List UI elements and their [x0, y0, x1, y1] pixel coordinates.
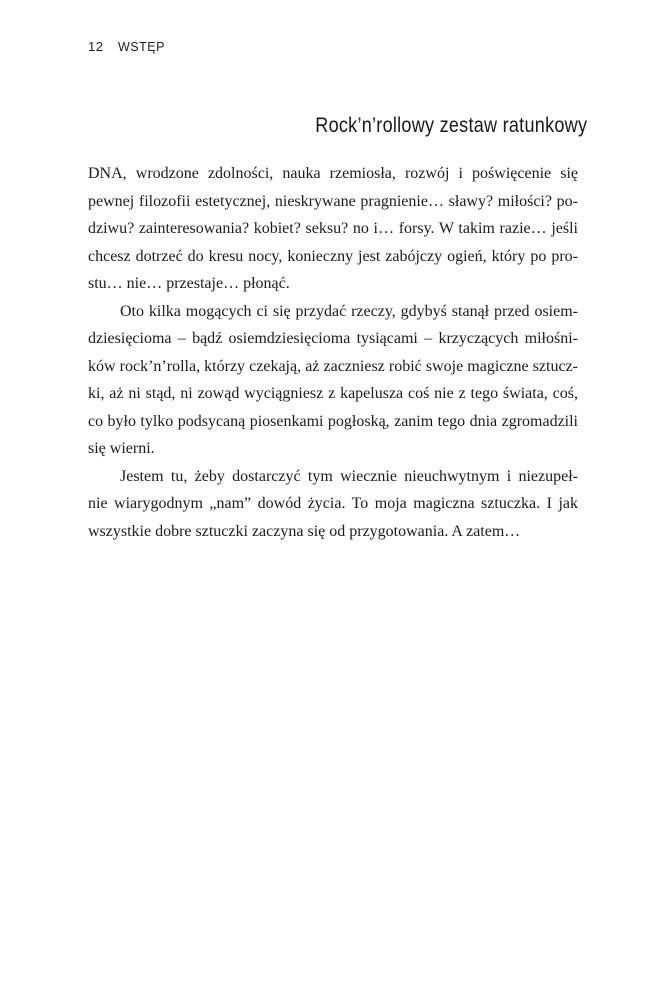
text-line: wszystkie dobre sztuczki zaczyna się od przygotowania. A zatem…	[88, 522, 521, 540]
paragraph-3	[88, 463, 578, 546]
text-line: nie wiarygodnym „nam” dowód życia. To moja magiczna sztuczka. I jak	[88, 495, 578, 512]
text-line: ków rock’n’rolla, którzy czekają, aż zaczniesz robić swoje magiczne sztucz-	[88, 357, 578, 375]
text-line: chcesz dotrzeć do kresu nocy, konieczny jest zabójczy ogień, który po pro-	[88, 247, 578, 265]
text-line: co było tylko podsycaną piosenkami pogłoską, zanim tego dnia zgromadzili	[88, 412, 578, 430]
text-line: dziesięcioma – bądź osiemdziesięcioma tysiącami – krzyczących miłośni-	[88, 330, 578, 347]
text-line: się wierni.	[88, 440, 155, 457]
section-name: WSTĘP	[118, 40, 165, 54]
text-line: dziwu? zainteresowania? kobiet? seksu? no i… forsy. W takim razie… jeśli	[88, 220, 578, 237]
page-number: 12	[88, 39, 104, 54]
paragraph-1	[88, 160, 578, 298]
text-line: Jestem tu, żeby dostarczyć tym wiecznie nieuchwytnym i niezupeł-	[120, 467, 578, 485]
section-title: Rock’n’rollowy zestaw ratunkowy	[315, 114, 587, 137]
text-line: ki, aż ni stąd, ni zowąd wyciągniesz z kapelusza coś nie z tego świata, coś,	[88, 385, 578, 402]
body-text	[88, 160, 578, 545]
running-header	[88, 39, 165, 54]
paragraph-2	[88, 298, 578, 463]
text-line: DNA, wrodzone zdolności, nauka rzemiosła, rozwój i poświęcenie się	[88, 165, 578, 182]
text-line: Oto kilka mogących ci się przydać rzeczy, gdybyś stanął przed osiem-	[120, 302, 578, 320]
text-line: pewnej filozofii estetycznej, nieskrywane pragnienie… sławy? miłości? po-	[88, 192, 578, 210]
text-line: stu… nie… przestaje… płonąć.	[88, 275, 290, 292]
